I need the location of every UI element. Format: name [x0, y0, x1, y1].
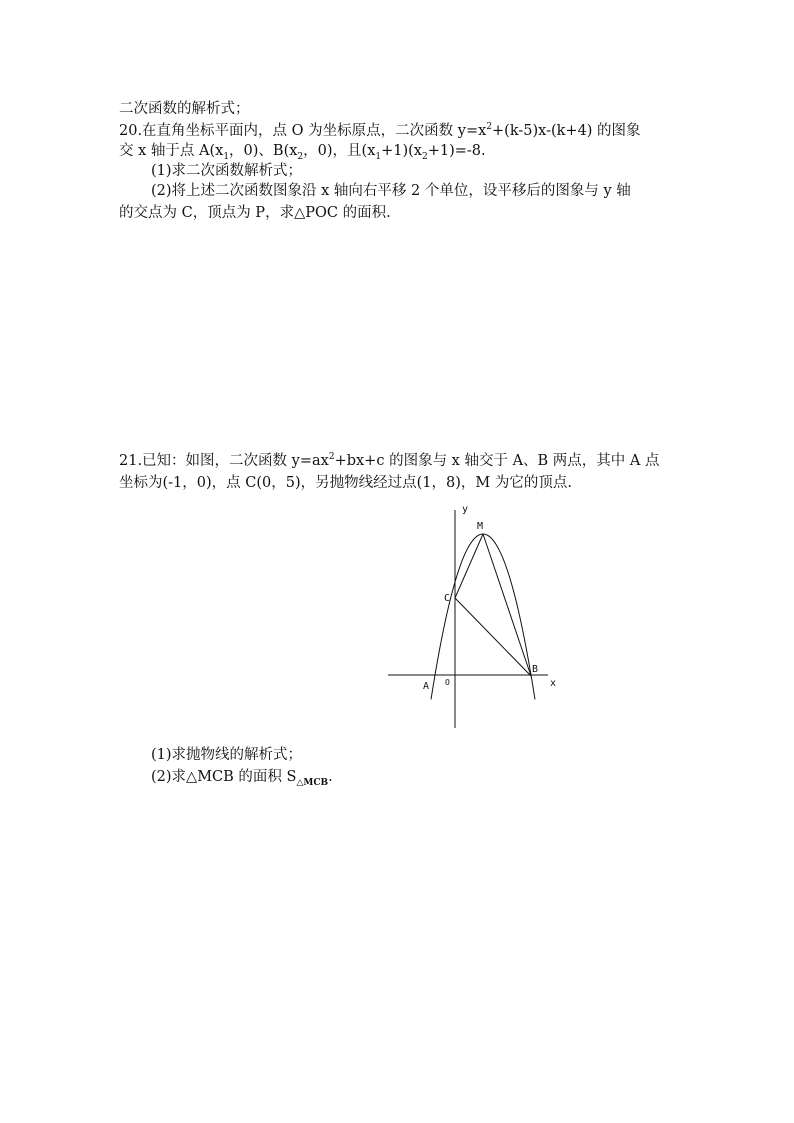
q20-text: +1)=-8.: [427, 143, 486, 159]
segment-cm: [455, 534, 483, 598]
q21-subscript: △MCB: [296, 777, 329, 788]
q21-text: 21.已知：如图，二次函数 y=ax: [119, 453, 329, 469]
q20-subscript: 2: [421, 151, 428, 162]
q20-subscript: 1: [223, 151, 230, 162]
q21-line-2: 坐标为(-1，0)，点 C(0，5)，另抛物线经过点(1，8)，M 为它的顶点.: [119, 475, 572, 491]
q20-text: 交 x 轴于点 A(x: [119, 143, 224, 159]
label-y: y: [462, 504, 469, 515]
q21-line-1: [119, 450, 679, 472]
q21-text: .: [328, 769, 333, 785]
section-header: 二次函数的解析式；: [119, 101, 250, 117]
label-o: O: [445, 678, 450, 687]
segment-mb: [483, 534, 531, 676]
q20-part-2-line-1: (2)将上述二次函数图象沿 x 轴向右平移 2 个单位，设平移后的图象与 y 轴: [151, 183, 631, 199]
q21-exponent: 2: [328, 452, 335, 463]
q20-text: +(k-5)x-(k+4) 的图象: [492, 123, 641, 139]
q21-text: (2)求△MCB 的面积 S: [151, 769, 297, 785]
q20-text: ，0)，且(x: [303, 143, 376, 159]
q20-line-2: [119, 140, 679, 162]
label-x: x: [550, 678, 557, 689]
q20-exponent: 2: [486, 122, 493, 133]
parabola-figure: [385, 500, 565, 735]
q20-line-1: [119, 120, 679, 142]
q20-text: +1)(x: [381, 143, 422, 159]
q21-part-2: [151, 766, 679, 788]
label-c: C: [444, 593, 451, 604]
q21-text: +bx+c 的图象与 x 轴交于 A、B 两点，其中 A 点: [334, 453, 660, 469]
label-b: B: [532, 664, 539, 675]
label-m: M: [477, 521, 484, 532]
q20-subscript: 1: [375, 151, 382, 162]
q20-part-1: (1)求二次函数解析式；: [151, 163, 303, 179]
q21-part-1: (1)求抛物线的解析式；: [151, 747, 303, 763]
segment-cb: [455, 598, 531, 676]
q20-text: 20.在直角坐标平面内，点 O 为坐标原点，二次函数 y=x: [119, 123, 487, 139]
q20-text: ，0)、B(x: [229, 143, 298, 159]
label-a: A: [423, 681, 430, 692]
q20-part-2-line-2: 的交点为 C，顶点为 P，求△POC 的面积.: [119, 205, 391, 221]
q20-subscript: 2: [297, 151, 304, 162]
